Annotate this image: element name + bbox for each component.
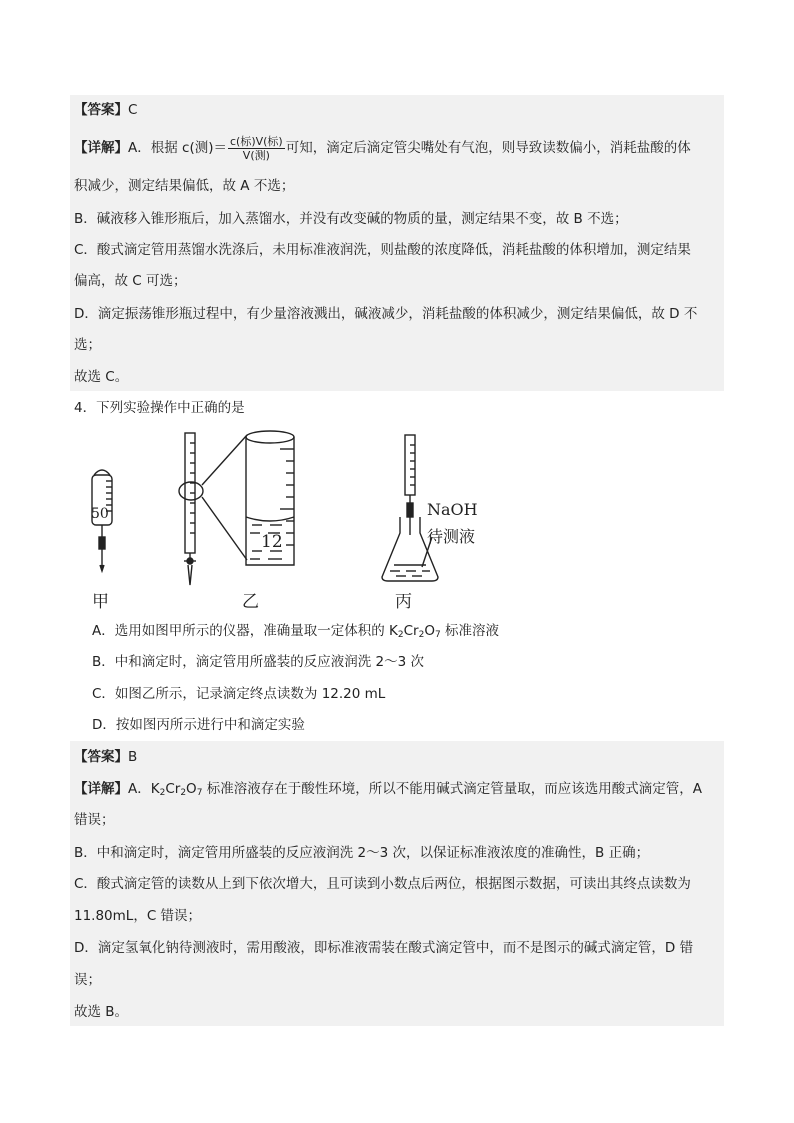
detail-tag: 【详解】 <box>74 781 128 797</box>
detail-b-q3: B．碱液移入锥形瓶后，加入蒸馏水，并没有改变碱的物质的量，测定结果不变，故 B 不选； <box>74 211 628 227</box>
answer-value: B <box>128 749 138 765</box>
detail-d-line1-q3: D．滴定振荡锥形瓶过程中，有少量溶液溅出，碱液减少，消耗盐酸的体积减少，测定结果偏低，故 D 不 <box>74 306 698 322</box>
option-a-mid: Cr <box>403 623 419 639</box>
detail-c-line2-q4: 11.80mL，C 错误； <box>74 908 202 924</box>
fraction-denominator: V(测) <box>242 148 270 162</box>
detail-a-line2-q3: 积减少，测定结果偏低，故 A 不选； <box>74 178 295 194</box>
label-yi: 乙 <box>242 592 259 612</box>
detail-a-mid: Cr <box>165 781 181 797</box>
answer-line-q4 <box>74 747 137 767</box>
sub: 7 <box>196 788 203 798</box>
option-d: D．按如图丙所示进行中和滴定实验 <box>92 717 305 733</box>
detail-tag: 【详解】 <box>74 140 128 156</box>
detail-a-text: A．根据 c(测)＝ <box>128 140 227 156</box>
reading-mark: 12 <box>261 532 283 552</box>
sub: 2 <box>180 788 187 798</box>
detail-d-line2-q3: 选； <box>74 337 101 353</box>
sub: 7 <box>434 630 441 640</box>
detail-d-line1-q4: D．滴定氢氧化钠待测液时，需用酸液，即标准液需装在酸式滴定管中，而不是图示的碱式滴定管，D 错 <box>74 940 694 956</box>
bottle-mark: 50 <box>91 506 109 522</box>
yi-burette <box>179 433 247 585</box>
naoh-label: NaOH <box>427 500 478 519</box>
option-a-post: 标准溶液 <box>440 623 500 639</box>
answer-tag: 【答案】 <box>74 102 128 118</box>
detail-d-line2-q4: 误； <box>74 972 101 988</box>
label-jia: 甲 <box>92 592 109 612</box>
detail-a-text-post: 可知，滴定后滴定管尖嘴处有气泡，则导致读数偏小，消耗盐酸的体 <box>285 140 691 156</box>
answer-tag: 【答案】 <box>74 749 128 765</box>
conclusion-q3: 故选 C。 <box>74 369 129 385</box>
option-c: C．如图乙所示，记录滴定终点读数为 12.20 mL <box>92 686 386 702</box>
detail-a-pre: A．K <box>128 781 160 797</box>
detail-c-line1-q3: C．酸式滴定管用蒸馏水洗涤后，未用标准液润洗，则盐酸的浓度降低，消耗盐酸的体积增加，测定结果 <box>74 242 691 258</box>
option-a <box>92 621 499 645</box>
detail-c-line1-q4: C．酸式滴定管的读数从上到下依次增大，且可读到小数点后两位，根据图示数据，可读出其终点读数为 <box>74 876 691 892</box>
sub: 2 <box>397 630 404 640</box>
solution-label: 待测液 <box>427 527 476 546</box>
lab-apparatus-figure <box>70 425 510 615</box>
detail-a-line2-q4: 错误； <box>74 812 115 828</box>
label-bing: 丙 <box>395 592 412 612</box>
sub: 2 <box>418 630 425 640</box>
answer-value: C <box>128 102 138 118</box>
detail-a-line1-q4 <box>74 779 702 803</box>
question-stem-q4: 4．下列实验操作中正确的是 <box>74 400 245 416</box>
option-a-pre: A．选用如图甲所示的仪器，准确量取一定体积的 K <box>92 623 398 639</box>
formula-fraction <box>228 135 285 162</box>
detail-a-post: 标准溶液存在于酸性环境，所以不能用碱式滴定管量取，而应该选用酸式滴定管，A <box>202 781 702 797</box>
option-b: B．中和滴定时，滴定管用所盛装的反应液润洗 2～3 次 <box>92 654 425 670</box>
detail-a-line1-q3 <box>74 133 691 163</box>
detail-c-line2-q3: 偏高，故 C 可选； <box>74 273 187 289</box>
fraction-numerator: c(标)V(标) <box>229 134 283 148</box>
sub: 2 <box>159 788 166 798</box>
detail-a-mid2: O <box>186 781 197 797</box>
conclusion-q4: 故选 B。 <box>74 1004 129 1020</box>
answer-line-q3 <box>74 100 137 120</box>
option-a-mid2: O <box>424 623 435 639</box>
detail-b-q4: B．中和滴定时，滴定管用所盛装的反应液润洗 2～3 次，以保证标准液浓度的准确性，B 正确； <box>74 845 650 861</box>
